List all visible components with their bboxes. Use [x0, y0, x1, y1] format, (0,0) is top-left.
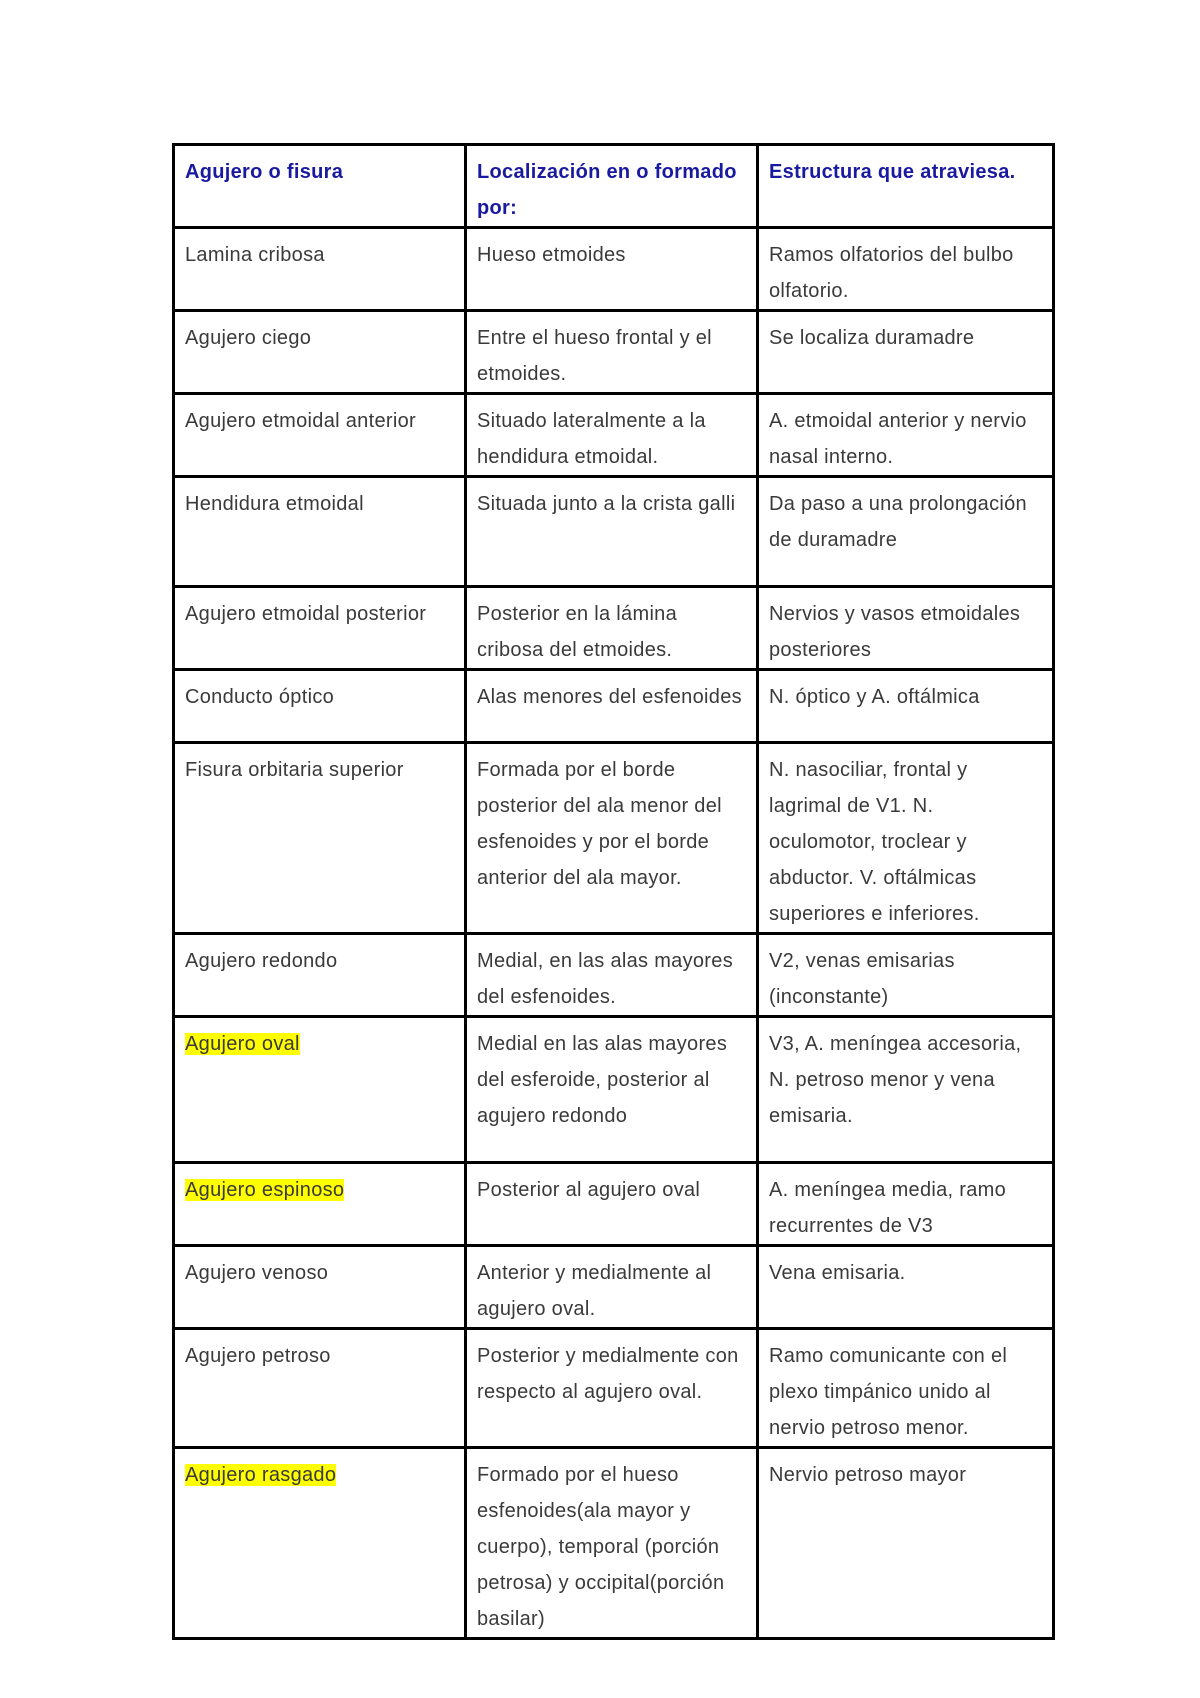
cell-foramen	[174, 1448, 466, 1639]
cell-foramen	[174, 1246, 466, 1329]
cell-structure: N. nasociliar, frontal y lagrimal de V1. N. oculomotor, troclear y abductor. V. oftálmicas superiores e inferiores.	[758, 743, 1054, 934]
cell-structure: Da paso a una prolongación de duramadre	[758, 477, 1054, 587]
cell-location: Posterior y medialmente con respecto al agujero oval.	[466, 1329, 758, 1448]
foramen-name: Agujero ciego	[185, 327, 312, 349]
cell-structure: Ramos olfatorios del bulbo olfatorio.	[758, 228, 1054, 311]
cell-location: Situada junto a la crista galli	[466, 477, 758, 587]
cell-structure: Nervio petroso mayor	[758, 1448, 1054, 1639]
table-body	[174, 228, 1054, 1639]
foramen-name: Lamina cribosa	[185, 244, 325, 266]
cell-location: Hueso etmoides	[466, 228, 758, 311]
foramen-name: Agujero etmoidal posterior	[185, 603, 427, 625]
cell-structure: Vena emisaria.	[758, 1246, 1054, 1329]
cell-location: Anterior y medialmente al agujero oval.	[466, 1246, 758, 1329]
table-row	[174, 1163, 1054, 1246]
table-row	[174, 1246, 1054, 1329]
table-row	[174, 228, 1054, 311]
cell-foramen	[174, 934, 466, 1017]
table-row	[174, 1017, 1054, 1163]
cell-foramen	[174, 1017, 466, 1163]
cell-structure: Se localiza duramadre	[758, 311, 1054, 394]
table-row	[174, 1329, 1054, 1448]
cell-location: Posterior al agujero oval	[466, 1163, 758, 1246]
foramina-table	[172, 143, 1055, 1640]
foramen-name: Agujero espinoso	[185, 1179, 345, 1201]
cell-foramen	[174, 394, 466, 477]
table-row	[174, 477, 1054, 587]
cell-structure: V2, venas emisarias (inconstante)	[758, 934, 1054, 1017]
cell-structure: V3, A. meníngea accesoria, N. petroso menor y vena emisaria.	[758, 1017, 1054, 1163]
header-foramen: Agujero o fisura	[174, 145, 466, 228]
foramen-name: Fisura orbitaria superior	[185, 759, 404, 781]
header-structure: Estructura que atraviesa.	[758, 145, 1054, 228]
table-row	[174, 394, 1054, 477]
table-row	[174, 743, 1054, 934]
foramen-name: Agujero petroso	[185, 1345, 331, 1367]
table-row	[174, 311, 1054, 394]
foramen-name: Hendidura etmoidal	[185, 493, 364, 515]
foramen-name: Agujero redondo	[185, 950, 338, 972]
cell-foramen	[174, 743, 466, 934]
foramen-name: Agujero oval	[185, 1033, 300, 1055]
cell-foramen	[174, 311, 466, 394]
cell-foramen	[174, 477, 466, 587]
header-location: Localización en o formado por:	[466, 145, 758, 228]
table-header	[174, 145, 1054, 228]
cell-foramen	[174, 1163, 466, 1246]
cell-foramen	[174, 670, 466, 743]
cell-location: Medial, en las alas mayores del esfenoides.	[466, 934, 758, 1017]
table-row	[174, 1448, 1054, 1639]
foramen-name: Conducto óptico	[185, 686, 335, 708]
table-row	[174, 587, 1054, 670]
cell-location: Posterior en la lámina cribosa del etmoides.	[466, 587, 758, 670]
cell-foramen	[174, 587, 466, 670]
foramen-name: Agujero etmoidal anterior	[185, 410, 416, 432]
cell-structure: A. etmoidal anterior y nervio nasal interno.	[758, 394, 1054, 477]
table-row	[174, 934, 1054, 1017]
cell-location: Entre el hueso frontal y el etmoides.	[466, 311, 758, 394]
cell-foramen	[174, 1329, 466, 1448]
table-row	[174, 670, 1054, 743]
cell-location: Situado lateralmente a la hendidura etmoidal.	[466, 394, 758, 477]
foramen-name: Agujero rasgado	[185, 1464, 337, 1486]
cell-location: Formado por el hueso esfenoides(ala mayor y cuerpo), temporal (porción petrosa) y occipital(porción basilar)	[466, 1448, 758, 1639]
cell-structure: N. óptico y A. oftálmica	[758, 670, 1054, 743]
foramen-name: Agujero venoso	[185, 1262, 329, 1284]
cell-structure: Nervios y vasos etmoidales posteriores	[758, 587, 1054, 670]
cell-foramen	[174, 228, 466, 311]
cell-location: Medial en las alas mayores del esferoide, posterior al agujero redondo	[466, 1017, 758, 1163]
cell-structure: Ramo comunicante con el plexo timpánico unido al nervio petroso menor.	[758, 1329, 1054, 1448]
cell-location: Alas menores del esfenoides	[466, 670, 758, 743]
header-row	[174, 145, 1054, 228]
cell-structure: A. meníngea media, ramo recurrentes de V3	[758, 1163, 1054, 1246]
cell-location: Formada por el borde posterior del ala menor del esfenoides y por el borde anterior del ala mayor.	[466, 743, 758, 934]
